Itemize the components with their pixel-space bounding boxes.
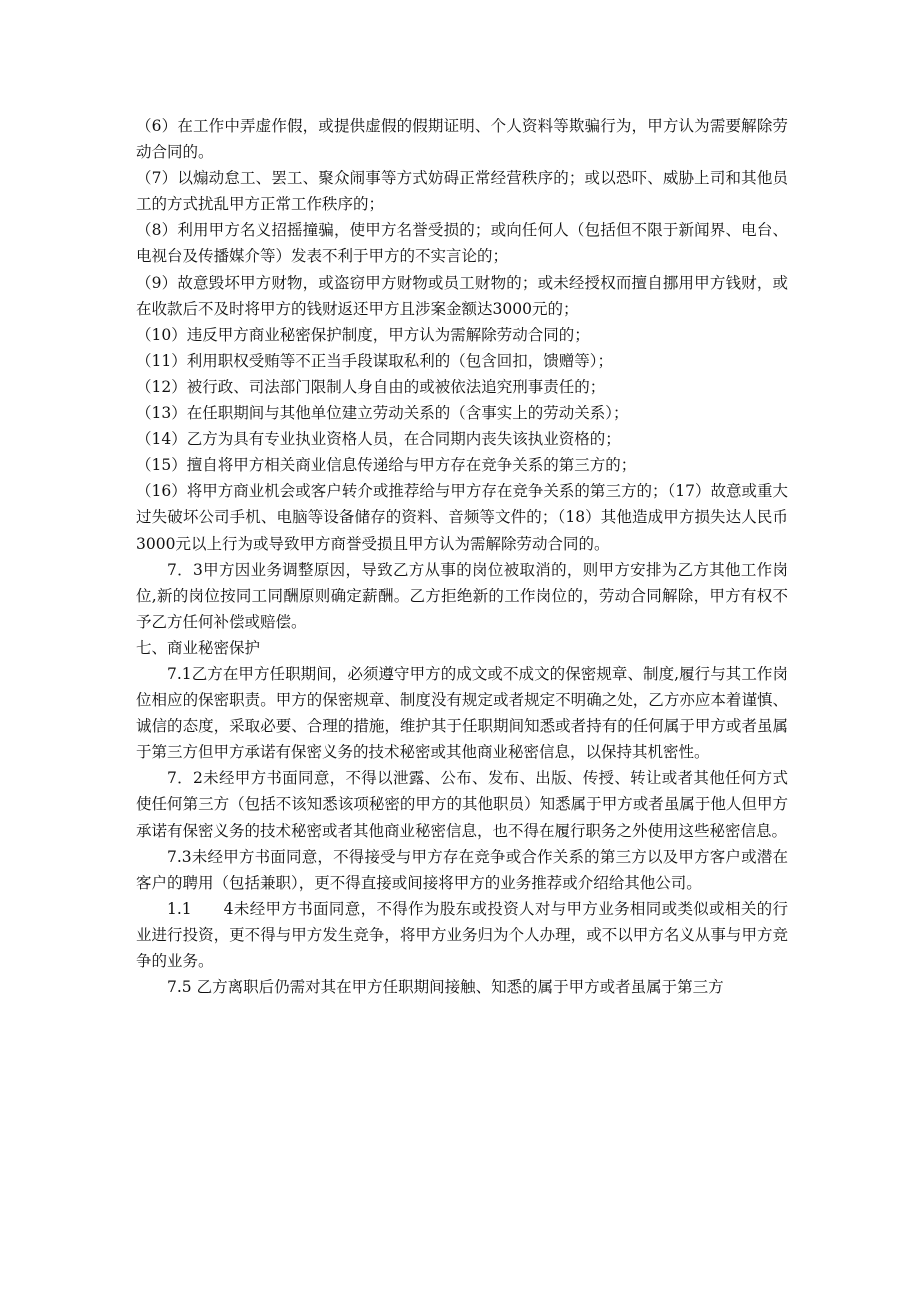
section-7-2: 7．2未经甲方书面同意，不得以泄露、公布、发布、出版、传授、转让或者其他任何方式使任何第三方（包括不该知悉该项秘密的甲方的其他职员）知悉属于甲方或者虽属于他人但甲方承诺有保密义务的技术秘密或者其他商业秘密信息，也不得在履行职务之外使用这些秘密信息。 [136,769,788,840]
clause-9: （9）故意毁坏甲方财物，或盗窃甲方财物或员工财物的；或未经授权而擅自挪用甲方钱财，或在收款后不及时将甲方的钱财返还甲方且涉案金额达3000元的； [136,273,788,318]
clause-8: （8）利用甲方名义招摇撞骗，使甲方名誉受损的；或向任何人（包括但不限于新闻界、电台、电视台及传播媒介等）发表不利于甲方的不实言论的； [136,221,788,266]
clause-13: （13）在任职期间与其他单位建立劳动关系的（含事实上的劳动关系）； [136,404,629,423]
clause-11: （11）利用职权受贿等不正当手段谋取私利的（包含回扣，馈赠等）； [136,351,613,370]
document-page [136,113,788,1000]
section-7-5: 7.5 乙方离职后仍需对其在甲方任职期间接触、知悉的属于甲方或者虽属于第三方 [167,978,724,997]
clause-15: （15）擅自将甲方相关商业信息传递给与甲方存在竞争关系的第三方的； [136,456,637,475]
section-7-3: 7.3未经甲方书面同意，不得接受与甲方存在竞争或合作关系的第三方以及甲方客户或潜在客户的聘用（包括兼职），更不得直接或间接将甲方的业务推荐或介绍给其他公司。 [136,847,788,892]
section-7-3-position-adjustment: 7．3甲方因业务调整原因，导致乙方从事的岗位被取消的，则甲方安排为乙方其他工作岗位,新的岗位按同工同酬原则确定薪酬。乙方拒绝新的工作岗位的，劳动合同解除，甲方有权不予乙方任何补偿或赔偿。 [136,560,788,631]
section-1-1-4: 1.1 4未经甲方书面同意，不得作为股东或投资人对与甲方业务相同或类似或相关的行业进行投资，更不得与甲方发生竞争，将甲方业务归为个人办理，或不以甲方名义从事与甲方竞争的业务。 [136,899,788,970]
clause-7: （7）以煽动怠工、罢工、聚众闹事等方式妨碍正常经营秩序的；或以恐吓、威胁上司和其他员工的方式扰乱甲方正常工作秩序的； [136,169,788,214]
clause-10: （10）违反甲方商业秘密保护制度，甲方认为需解除劳动合同的； [136,325,590,344]
clause-14: （14）乙方为具有专业执业资格人员，在合同期内丧失该执业资格的； [136,430,621,449]
clause-12: （12）被行政、司法部门限制人身自由的或被依法追究刑事责任的； [136,377,606,396]
section-7-1: 7.1乙方在甲方任职期间，必须遵守甲方的成文或不成文的保密规章、制度,履行与其工作岗位相应的保密职责。甲方的保密规章、制度没有规定或者规定不明确之处，乙方亦应本着谨慎、诚信的态度，采取必要、合理的措施，维护其于任职期间知悉或者持有的任何属于甲方或者虽属于第三方但甲方承诺有保密义务的技术秘密或其他商业秘密信息，以保持其机密性。 [136,664,788,762]
clause-16-18: （16）将甲方商业机会或客户转介或推荐给与甲方存在竞争关系的第三方的；（17）故意或重大过失破坏公司手机、电脑等设备储存的资料、音频等文件的；（18）其他造成甲方损失达人民币3000元以上行为或导致甲方商誉受损且甲方认为需解除劳动合同的。 [136,482,788,553]
clause-6: （6）在工作中弄虚作假，或提供虚假的假期证明、个人资料等欺骗行为，甲方认为需要解除劳动合同的。 [136,117,788,162]
section-heading-trade-secrets: 七、商业秘密保护 [136,638,261,657]
